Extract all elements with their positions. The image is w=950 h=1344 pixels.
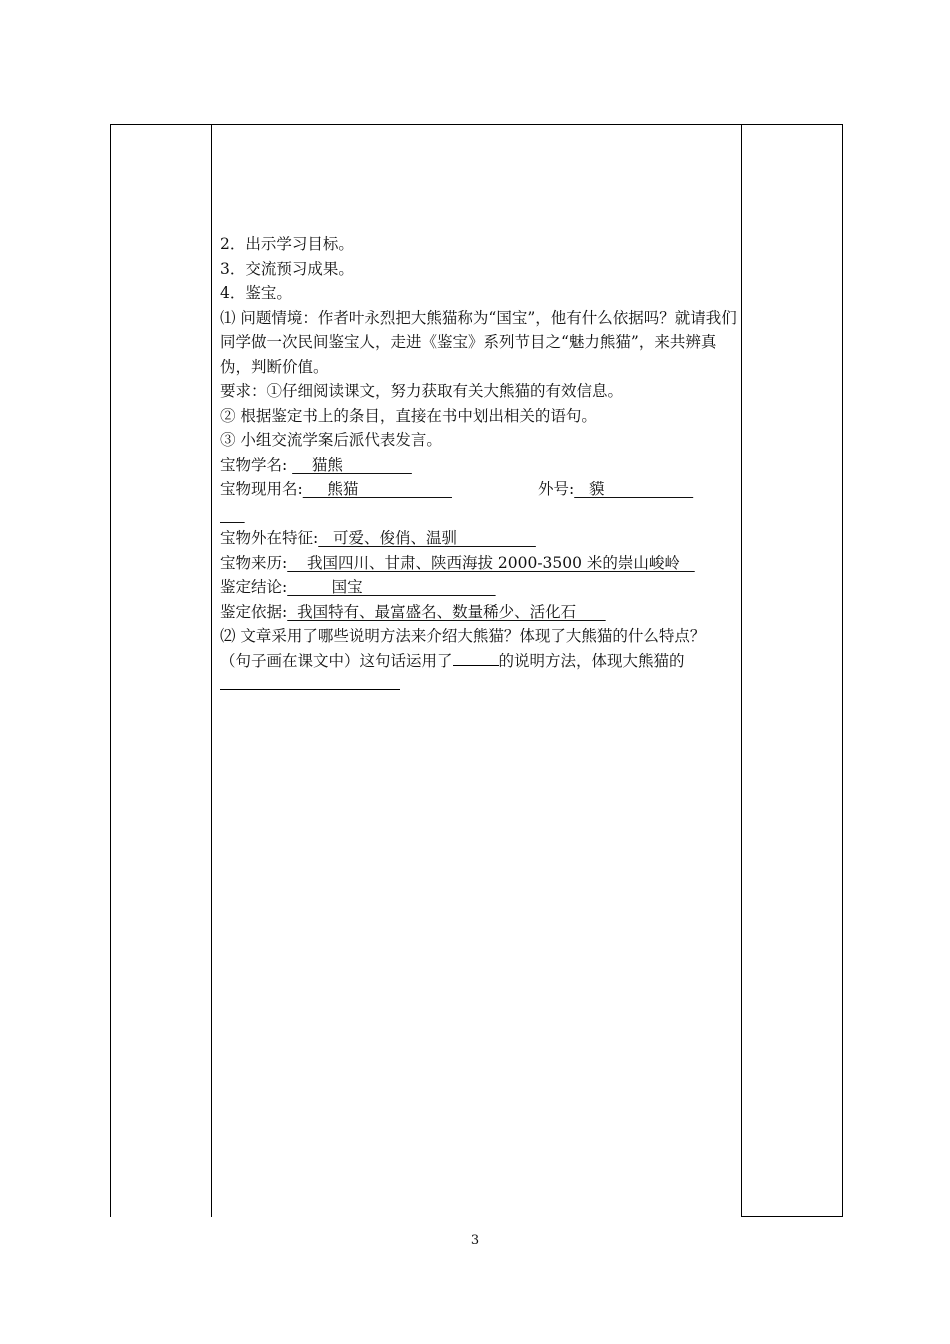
conclusion-row xyxy=(220,575,740,600)
common-name-value: 熊猫 xyxy=(302,480,452,498)
fill-in-suffix: 的说明方法，体现大熊猫的 xyxy=(498,651,685,670)
answer-line-row xyxy=(220,673,740,698)
basis-value: 我国特有、最富盛名、数量稀少、活化石 xyxy=(287,602,606,621)
table-border-left xyxy=(110,125,111,1217)
page-number: 3 xyxy=(470,1233,480,1248)
step-3: 3．交流预习成果。 xyxy=(220,259,354,278)
requirement-2: ② 根据鉴定书上的条目，直接在书中划出相关的语句。 xyxy=(220,406,597,425)
common-name-label: 宝物现用名: xyxy=(220,480,303,498)
scientific-name-label: 宝物学名: xyxy=(220,455,293,474)
table-divider-2 xyxy=(741,125,742,1217)
nickname-label: 外号: xyxy=(537,480,575,498)
features-value: 可爱、俊俏、温驯 xyxy=(318,529,536,547)
nickname-continuation xyxy=(220,505,245,523)
feature-answer-blank[interactable] xyxy=(220,673,400,690)
question-1: ⑴ 问题情境：作者叶永烈把大熊猫称为“国宝”，他有什么依据吗？就请我们同学做一次民间鉴宝人，走进《鉴宝》系列节目之“魅力熊猫”，来共辨真伪，判断价值。 xyxy=(220,308,737,376)
features-label: 宝物外在特征: xyxy=(220,529,319,547)
origin-label: 宝物来历: xyxy=(220,553,288,572)
nickname-continuation-row xyxy=(220,502,740,527)
conclusion-value: 国宝 xyxy=(287,578,496,596)
step-4: 4．鉴宝。 xyxy=(220,284,292,302)
method-blank[interactable] xyxy=(453,649,499,666)
common-name-row xyxy=(220,477,740,502)
conclusion-label: 鉴定结论: xyxy=(220,578,288,596)
origin-row xyxy=(220,551,740,576)
fill-in-row xyxy=(220,649,740,674)
fill-in-prefix: （句子画在课文中）这句话运用了 xyxy=(220,651,453,670)
table-border-right xyxy=(842,125,843,1217)
scientific-name-value: 猫熊 xyxy=(292,455,412,474)
requirement-1: 要求：①仔细阅读课文，努力获取有关大熊猫的有效信息。 xyxy=(220,382,624,400)
scientific-name-row xyxy=(220,453,740,478)
nickname-value: 貘 xyxy=(574,480,694,498)
lesson-content xyxy=(220,232,740,698)
step-2: 2．出示学习目标。 xyxy=(220,235,354,253)
question-2: ⑵ 文章采用了哪些说明方法来介绍大熊猫？体现了大熊猫的什么特点？ xyxy=(220,627,706,645)
features-row xyxy=(220,526,740,551)
basis-row xyxy=(220,600,740,625)
origin-value: 我国四川、甘肃、陕西海拔 2000-3500 米的崇山峻岭 xyxy=(287,553,695,572)
table-bottom-segment xyxy=(741,1216,843,1217)
requirement-3: ③ 小组交流学案后派代表发言。 xyxy=(220,431,442,449)
basis-label: 鉴定依据: xyxy=(220,602,288,621)
table-divider-1 xyxy=(211,125,212,1217)
